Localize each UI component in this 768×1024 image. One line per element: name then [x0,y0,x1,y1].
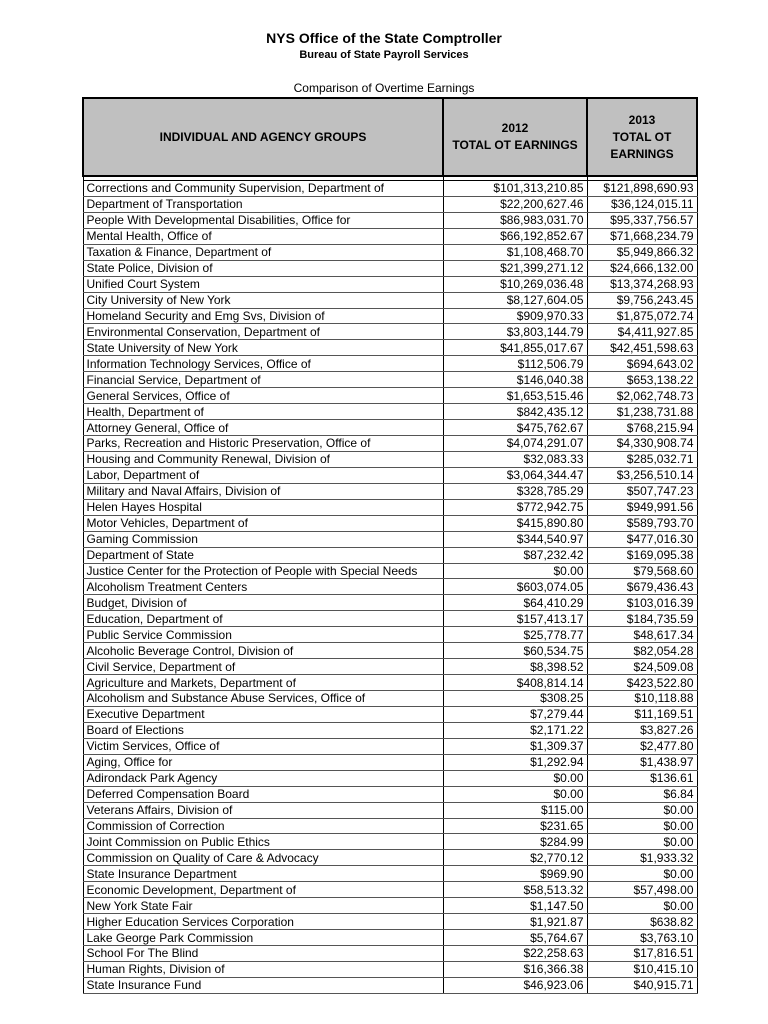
ot-2012-cell: $22,258.63 [443,946,587,962]
table-row [83,451,697,467]
ot-2013-cell: $679,436.43 [587,579,697,595]
ot-2012-cell: $344,540.97 [443,531,587,547]
agency-cell: Economic Development, Department of [83,882,443,898]
table-row [83,436,697,452]
ot-2012-cell: $5,764.67 [443,930,587,946]
overtime-table [82,97,698,994]
table-row [83,786,697,802]
table-row [83,818,697,834]
table-row [83,914,697,930]
ot-2012-cell: $64,410.29 [443,595,587,611]
table-row [83,627,697,643]
table-row [83,260,697,276]
ot-2012-cell: $842,435.12 [443,404,587,420]
agency-cell: Higher Education Services Corporation [83,914,443,930]
ot-2012-cell: $112,506.79 [443,356,587,372]
agency-cell: Joint Commission on Public Ethics [83,834,443,850]
ot-2012-cell: $231.65 [443,818,587,834]
document-subtitle: Bureau of State Payroll Services [299,49,469,61]
ot-2012-cell: $415,890.80 [443,515,587,531]
table-row [83,611,697,627]
table-row [83,722,697,738]
ot-2012-cell: $2,171.22 [443,722,587,738]
agency-cell: Deferred Compensation Board [83,786,443,802]
ot-2012-cell: $21,399,271.12 [443,260,587,276]
ot-2013-cell: $10,415.10 [587,961,697,977]
ot-2012-cell: $408,814.14 [443,675,587,691]
agency-cell: Justice Center for the Protection of People with Special Needs [83,563,443,579]
ot-2013-cell: $0.00 [587,818,697,834]
agency-cell: Education, Department of [83,611,443,627]
ot-2013-cell: $4,411,927.85 [587,324,697,340]
table-row [83,563,697,579]
ot-2012-cell: $772,942.75 [443,499,587,515]
ot-2012-cell: $86,983,031.70 [443,212,587,228]
table-row [83,244,697,260]
agency-cell: Labor, Department of [83,467,443,483]
ot-2012-cell: $7,279.44 [443,706,587,722]
table-row [83,961,697,977]
ot-2012-cell: $0.00 [443,563,587,579]
ot-2012-cell: $1,147.50 [443,898,587,914]
ot-2013-cell: $2,477.80 [587,738,697,754]
ot-2013-cell: $24,509.08 [587,659,697,675]
ot-2013-cell: $184,735.59 [587,611,697,627]
ot-2013-cell: $103,016.39 [587,595,697,611]
table-row [83,212,697,228]
ot-2013-cell: $48,617.34 [587,627,697,643]
ot-2013-cell: $694,643.02 [587,356,697,372]
table-row [83,691,697,707]
table-row [83,930,697,946]
ot-2013-cell: $423,522.80 [587,675,697,691]
agency-cell: Housing and Community Renewal, Division of [83,451,443,467]
ot-2013-cell: $2,062,748.73 [587,388,697,404]
agency-cell: Public Service Commission [83,627,443,643]
ot-2013-cell: $1,438.97 [587,754,697,770]
table-row [83,340,697,356]
ot-2013-cell: $24,666,132.00 [587,260,697,276]
agency-cell: School For The Blind [83,946,443,962]
table-row [83,228,697,244]
ot-2013-cell: $57,498.00 [587,882,697,898]
ot-2013-cell: $11,169.51 [587,706,697,722]
agency-cell: New York State Fair [83,898,443,914]
column-header-2012: 2012 TOTAL OT EARNINGS [443,98,587,176]
agency-cell: Alcoholism and Substance Abuse Services, Office of [83,691,443,707]
table-row [83,324,697,340]
table-row [83,356,697,372]
table-row [83,946,697,962]
ot-2012-cell: $157,413.17 [443,611,587,627]
ot-2013-cell: $653,138.22 [587,372,697,388]
ot-2013-cell: $0.00 [587,866,697,882]
ot-2012-cell: $101,313,210.85 [443,181,587,197]
table-row [83,276,697,292]
table-row [83,292,697,308]
ot-2012-cell: $32,083.33 [443,451,587,467]
agency-cell: Motor Vehicles, Department of [83,515,443,531]
agency-cell: State Insurance Department [83,866,443,882]
ot-2012-cell: $58,513.32 [443,882,587,898]
ot-2013-cell: $3,763.10 [587,930,697,946]
table-row [83,706,697,722]
ot-2013-cell: $169,095.38 [587,547,697,563]
ot-2013-cell: $1,238,731.88 [587,404,697,420]
agency-cell: State Insurance Fund [83,977,443,993]
table-row [83,882,697,898]
ot-2013-cell: $82,054.28 [587,643,697,659]
ot-2013-cell: $5,949,866.32 [587,244,697,260]
ot-2012-cell: $22,200,627.46 [443,196,587,212]
ot-2012-cell: $25,778.77 [443,627,587,643]
ot-2013-cell: $40,915.71 [587,977,697,993]
table-body [83,176,697,993]
agency-cell: Alcoholism Treatment Centers [83,579,443,595]
table-row [83,754,697,770]
agency-cell: Corrections and Community Supervision, Department of [83,181,443,197]
ot-2013-cell: $507,747.23 [587,483,697,499]
agency-cell: Lake George Park Commission [83,930,443,946]
agency-cell: Human Rights, Division of [83,961,443,977]
ot-2012-cell: $8,398.52 [443,659,587,675]
ot-2012-cell: $0.00 [443,770,587,786]
agency-cell: Mental Health, Office of [83,228,443,244]
table-row [83,898,697,914]
table-row [83,834,697,850]
agency-cell: Attorney General, Office of [83,420,443,436]
agency-cell: Aging, Office for [83,754,443,770]
ot-2012-cell: $41,855,017.67 [443,340,587,356]
table-row [83,467,697,483]
agency-cell: Environmental Conservation, Department of [83,324,443,340]
document-title: NYS Office of the State Comptroller [266,30,502,46]
agency-cell: Executive Department [83,706,443,722]
table-row [83,738,697,754]
agency-cell: Helen Hayes Hospital [83,499,443,515]
table-row [83,770,697,786]
agency-cell: Commission on Quality of Care & Advocacy [83,850,443,866]
table-row [83,372,697,388]
table-row [83,675,697,691]
table-row [83,499,697,515]
ot-2013-cell: $589,793.70 [587,515,697,531]
agency-cell: Homeland Security and Emg Svs, Division of [83,308,443,324]
table-row [83,547,697,563]
agency-cell: Budget, Division of [83,595,443,611]
ot-2012-cell: $969.90 [443,866,587,882]
table-row [83,483,697,499]
table-row [83,196,697,212]
ot-2013-cell: $36,124,015.11 [587,196,697,212]
ot-2013-cell: $0.00 [587,898,697,914]
ot-2012-cell: $1,921.87 [443,914,587,930]
table-header-row [83,98,697,176]
table-row [83,977,697,993]
agency-cell: Victim Services, Office of [83,738,443,754]
table-row [83,308,697,324]
ot-2013-cell: $949,991.56 [587,499,697,515]
agency-cell: Military and Naval Affairs, Division of [83,483,443,499]
ot-2013-cell: $6.84 [587,786,697,802]
table-caption: Comparison of Overtime Earnings [293,81,475,95]
agency-cell: Adirondack Park Agency [83,770,443,786]
ot-2013-cell: $17,816.51 [587,946,697,962]
ot-2013-cell: $10,118.88 [587,691,697,707]
ot-2012-cell: $1,653,515.46 [443,388,587,404]
ot-2012-cell: $3,803,144.79 [443,324,587,340]
table-row [83,659,697,675]
table-row [83,850,697,866]
ot-2012-cell: $10,269,036.48 [443,276,587,292]
ot-2012-cell: $909,970.33 [443,308,587,324]
ot-2012-cell: $603,074.05 [443,579,587,595]
agency-cell: Alcoholic Beverage Control, Division of [83,643,443,659]
table-row [83,420,697,436]
agency-cell: Civil Service, Department of [83,659,443,675]
ot-2012-cell: $1,108,468.70 [443,244,587,260]
ot-2012-cell: $308.25 [443,691,587,707]
ot-2013-cell: $477,016.30 [587,531,697,547]
ot-2013-cell: $13,374,268.93 [587,276,697,292]
ot-2012-cell: $115.00 [443,802,587,818]
ot-2012-cell: $328,785.29 [443,483,587,499]
ot-2012-cell: $46,923.06 [443,977,587,993]
agency-cell: Information Technology Services, Office of [83,356,443,372]
ot-2012-cell: $146,040.38 [443,372,587,388]
agency-cell: Gaming Commission [83,531,443,547]
ot-2013-cell: $42,451,598.63 [587,340,697,356]
agency-cell: Veterans Affairs, Division of [83,802,443,818]
agency-cell: State Police, Division of [83,260,443,276]
agency-cell: Department of Transportation [83,196,443,212]
ot-2013-cell: $95,337,756.57 [587,212,697,228]
table-row [83,802,697,818]
ot-2013-cell: $1,933.32 [587,850,697,866]
ot-2013-cell: $3,827.26 [587,722,697,738]
ot-2013-cell: $768,215.94 [587,420,697,436]
ot-2012-cell: $16,366.38 [443,961,587,977]
ot-2013-cell: $285,032.71 [587,451,697,467]
ot-2013-cell: $0.00 [587,802,697,818]
agency-cell: General Services, Office of [83,388,443,404]
ot-2012-cell: $1,292.94 [443,754,587,770]
ot-2012-cell: $87,232.42 [443,547,587,563]
agency-cell: State University of New York [83,340,443,356]
agency-cell: Parks, Recreation and Historic Preservation, Office of [83,436,443,452]
table-row [83,388,697,404]
ot-2012-cell: $2,770.12 [443,850,587,866]
table-row [83,579,697,595]
table-row [83,643,697,659]
ot-2012-cell: $66,192,852.67 [443,228,587,244]
ot-2013-cell: $3,256,510.14 [587,467,697,483]
table-row [83,531,697,547]
agency-cell: City University of New York [83,292,443,308]
ot-2012-cell: $0.00 [443,786,587,802]
ot-2013-cell: $71,668,234.79 [587,228,697,244]
table-row [83,595,697,611]
agency-cell: Health, Department of [83,404,443,420]
ot-2012-cell: $3,064,344.47 [443,467,587,483]
ot-2013-cell: $0.00 [587,834,697,850]
agency-cell: Commission of Correction [83,818,443,834]
ot-2012-cell: $8,127,604.05 [443,292,587,308]
ot-2013-cell: $1,875,072.74 [587,308,697,324]
agency-cell: Agriculture and Markets, Department of [83,675,443,691]
table-row [83,181,697,197]
column-header-agency: INDIVIDUAL AND AGENCY GROUPS [83,98,443,176]
ot-2013-cell: $121,898,690.93 [587,181,697,197]
agency-cell: Taxation & Finance, Department of [83,244,443,260]
ot-2012-cell: $475,762.67 [443,420,587,436]
ot-2013-cell: $638.82 [587,914,697,930]
ot-2012-cell: $284.99 [443,834,587,850]
ot-2013-cell: $79,568.60 [587,563,697,579]
column-header-2013: 2013 TOTAL OT EARNINGS [587,98,697,176]
table-row [83,404,697,420]
ot-2012-cell: $4,074,291.07 [443,436,587,452]
agency-cell: People With Developmental Disabilities, Office for [83,212,443,228]
agency-cell: Board of Elections [83,722,443,738]
ot-2013-cell: $9,756,243.45 [587,292,697,308]
agency-cell: Department of State [83,547,443,563]
agency-cell: Financial Service, Department of [83,372,443,388]
table-row [83,866,697,882]
agency-cell: Unified Court System [83,276,443,292]
ot-2013-cell: $4,330,908.74 [587,436,697,452]
ot-2013-cell: $136.61 [587,770,697,786]
ot-2012-cell: $60,534.75 [443,643,587,659]
ot-2012-cell: $1,309.37 [443,738,587,754]
table-row [83,515,697,531]
